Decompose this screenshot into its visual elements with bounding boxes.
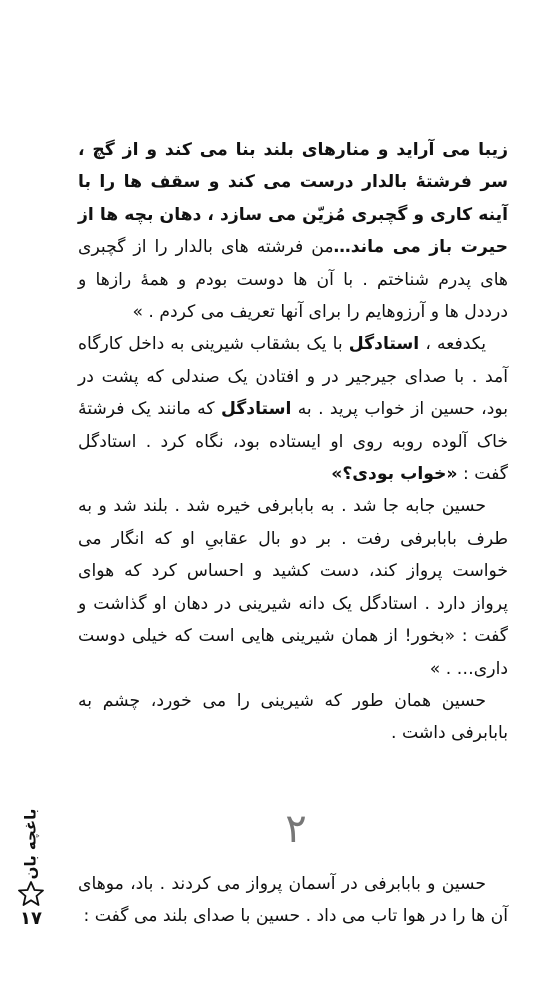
paragraph-ostad-gol: یکدفعه ، استادگل با یک بشقاب شیرینی به داخل کارگاه آمد . با صدای جیرجیر در و افتادن یک صندلی که پشت در بود، حسین از خواب پرید . به استادگل که مانند یک فرشتهٔ خاک آلوده روبه روی او ایستاده بود، نگاه کرد . استادگل گفت : «خواب بودی؟» bbox=[78, 334, 509, 485]
series-brand bbox=[14, 808, 46, 880]
character-name: استادگل bbox=[348, 334, 420, 355]
paragraph-text: من فرشته های بالدار را از گچبری های پدرم شناختم . با آن ها دوست بودم و همهٔ رازها و درددل ها و آرزوهایم را برای آنها تعریف می کردم . » bbox=[78, 237, 508, 323]
body-text-top bbox=[78, 134, 508, 750]
paragraph-flying: حسین و بابابرفی در آسمان پرواز می کردند . باد، موهای آن ها را در هوا تاب می داد . حسین با صدای بلند می گفت : bbox=[78, 874, 508, 927]
body-text-bottom bbox=[78, 868, 508, 933]
page-number: ۱۷ bbox=[20, 908, 42, 929]
paragraph-hossein-stands: حسین جابه جا شد . به بابابرفی خیره شد . بلند شد و به طرف بابابرفی رفت . بر دو بال عقابیِ او که انگار می خواست پرواز کند، دست کشید و احساس کرد که هوای پرواز دارد . استادگل یک دانه شیرینی در دهان او گذاشت و گفت : «بخور! از همان شیرینی هایی است که خیلی دوست داری… . » bbox=[78, 496, 508, 679]
paragraph-continued bbox=[78, 134, 508, 328]
character-name: استادگل bbox=[220, 399, 292, 420]
dialogue-quote: «خواب بودی؟» bbox=[331, 464, 458, 485]
series-brand-label: باغچه بان bbox=[21, 808, 39, 880]
bold-passage: زیبا می آراید و منارهای بلند بنا می کند و از گچ ، سر فرشتهٔ بالدار درست می کند و سقف ها را با آینه کاری و گچبری مُزیّن می سازد ، دهان بچه ها از حیرت باز می ماند… bbox=[78, 140, 508, 258]
star-outline-icon bbox=[16, 879, 46, 909]
paragraph-hossein-eats: حسین همان طور که شیرینی را می خورد، چشم به بابابرفی داشت . bbox=[78, 690, 508, 744]
chapter-number: ۲ bbox=[285, 806, 307, 852]
